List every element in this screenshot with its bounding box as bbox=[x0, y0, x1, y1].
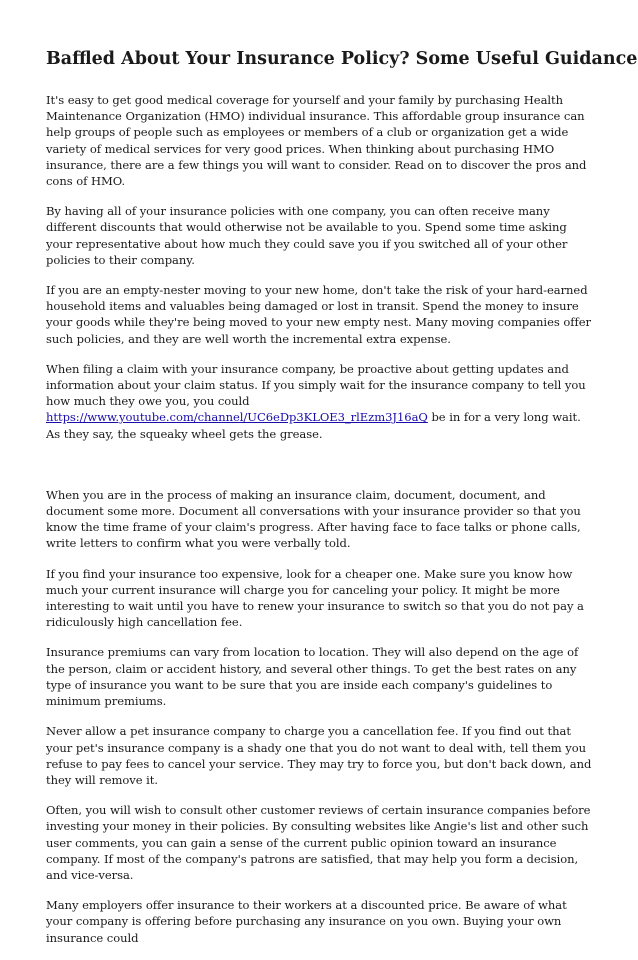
paragraph-bundle-discounts: By having all of your insurance policies with one company, you can often receive many different discounts that would otherwise not be available to you. Spend some time asking your representative about how much they could save you if you switched all of your other policies to their company. bbox=[46, 204, 568, 267]
youtube-channel-link[interactable]: https://www.youtube.com/channel/UC6eDp3KLOE3_rlEzm3J16aQ bbox=[46, 410, 428, 425]
document-page bbox=[46, 46, 638, 960]
paragraph-claim-updates bbox=[46, 361, 596, 442]
paragraph-hmo-intro: It's easy to get good medical coverage for yourself and your family by purchasing Health Maintenance Organization (HMO) individual insurance. This affordable group insurance can help groups of people such as employees or members of a club or organization get a wide variety of medical services for very good prices. When thinking about purchasing HMO insurance, there are a few things you will want to consider. Read on to discover the pros and cons of HMO. bbox=[46, 93, 587, 189]
paragraph-cheaper-insurance: If you find your insurance too expensive, look for a cheaper one. Make sure you know how much your current insurance will charge you for canceling your policy. It might be more interesting to wait until you have to renew your insurance to switch so that you do not pay a ridiculously high cancellation fee. bbox=[46, 566, 584, 630]
claim-text-before-link: When filing a claim with your insurance company, be proactive about getting updates and information about your claim status. If you simply wait for the insurance company to tell you how much they owe you, you could bbox=[46, 361, 586, 409]
paragraph-pet-insurance: Never allow a pet insurance company to charge you a cancellation fee. If you find out that your pet's insurance company is a shady one that you do not want to deal with, tell them you refuse to pay fees to cancel your service. They may try to force you, but don't back down, and they will remove it. bbox=[46, 724, 592, 787]
claim-text-after-link: be in for a very long wait. As they say, the squeaky wheel gets the grease. bbox=[46, 410, 581, 441]
document-title: Baffled About Your Insurance Policy? Some Useful Guidance bbox=[46, 49, 638, 69]
paragraph-document-claims: When you are in the process of making an insurance claim, document, document, and document some more. Document all conversations with your insurance provider so that you know the time frame of your claim's progress. After having face to face talks or phone calls, write letters to confirm what you were verbally told. bbox=[46, 487, 581, 551]
paragraph-employer-insurance: Many employers offer insurance to their workers at a discounted price. Be aware of what your company is offering before purchasing any insurance on you own. Buying your own insurance could bbox=[46, 898, 567, 945]
paragraph-moving-insurance: If you are an empty-nester moving to your new home, don't take the risk of your hard-earned household items and valuables being damaged or lost in transit. Spend the money to insure your goods while they're being moved to your new empty nest. Many moving companies offer such policies, and they are well worth the incremental extra expense. bbox=[46, 283, 591, 346]
paragraph-premium-variation: Insurance premiums can vary from location to location. They will also depend on the age of the person, claim or accident history, and several other things. To get the best rates on any type of insurance you want to be sure that you are inside each company's guidelines to minimum premiums. bbox=[46, 645, 579, 709]
paragraph-customer-reviews: Often, you will wish to consult other customer reviews of certain insurance companies before investing your money in their policies. By consulting websites like Angie's list and other such user comments, you can gain a sense of the current public opinion toward an insurance company. If most of the company's patrons are satisfied, that may help you form a decision, and vice-versa. bbox=[46, 803, 591, 882]
